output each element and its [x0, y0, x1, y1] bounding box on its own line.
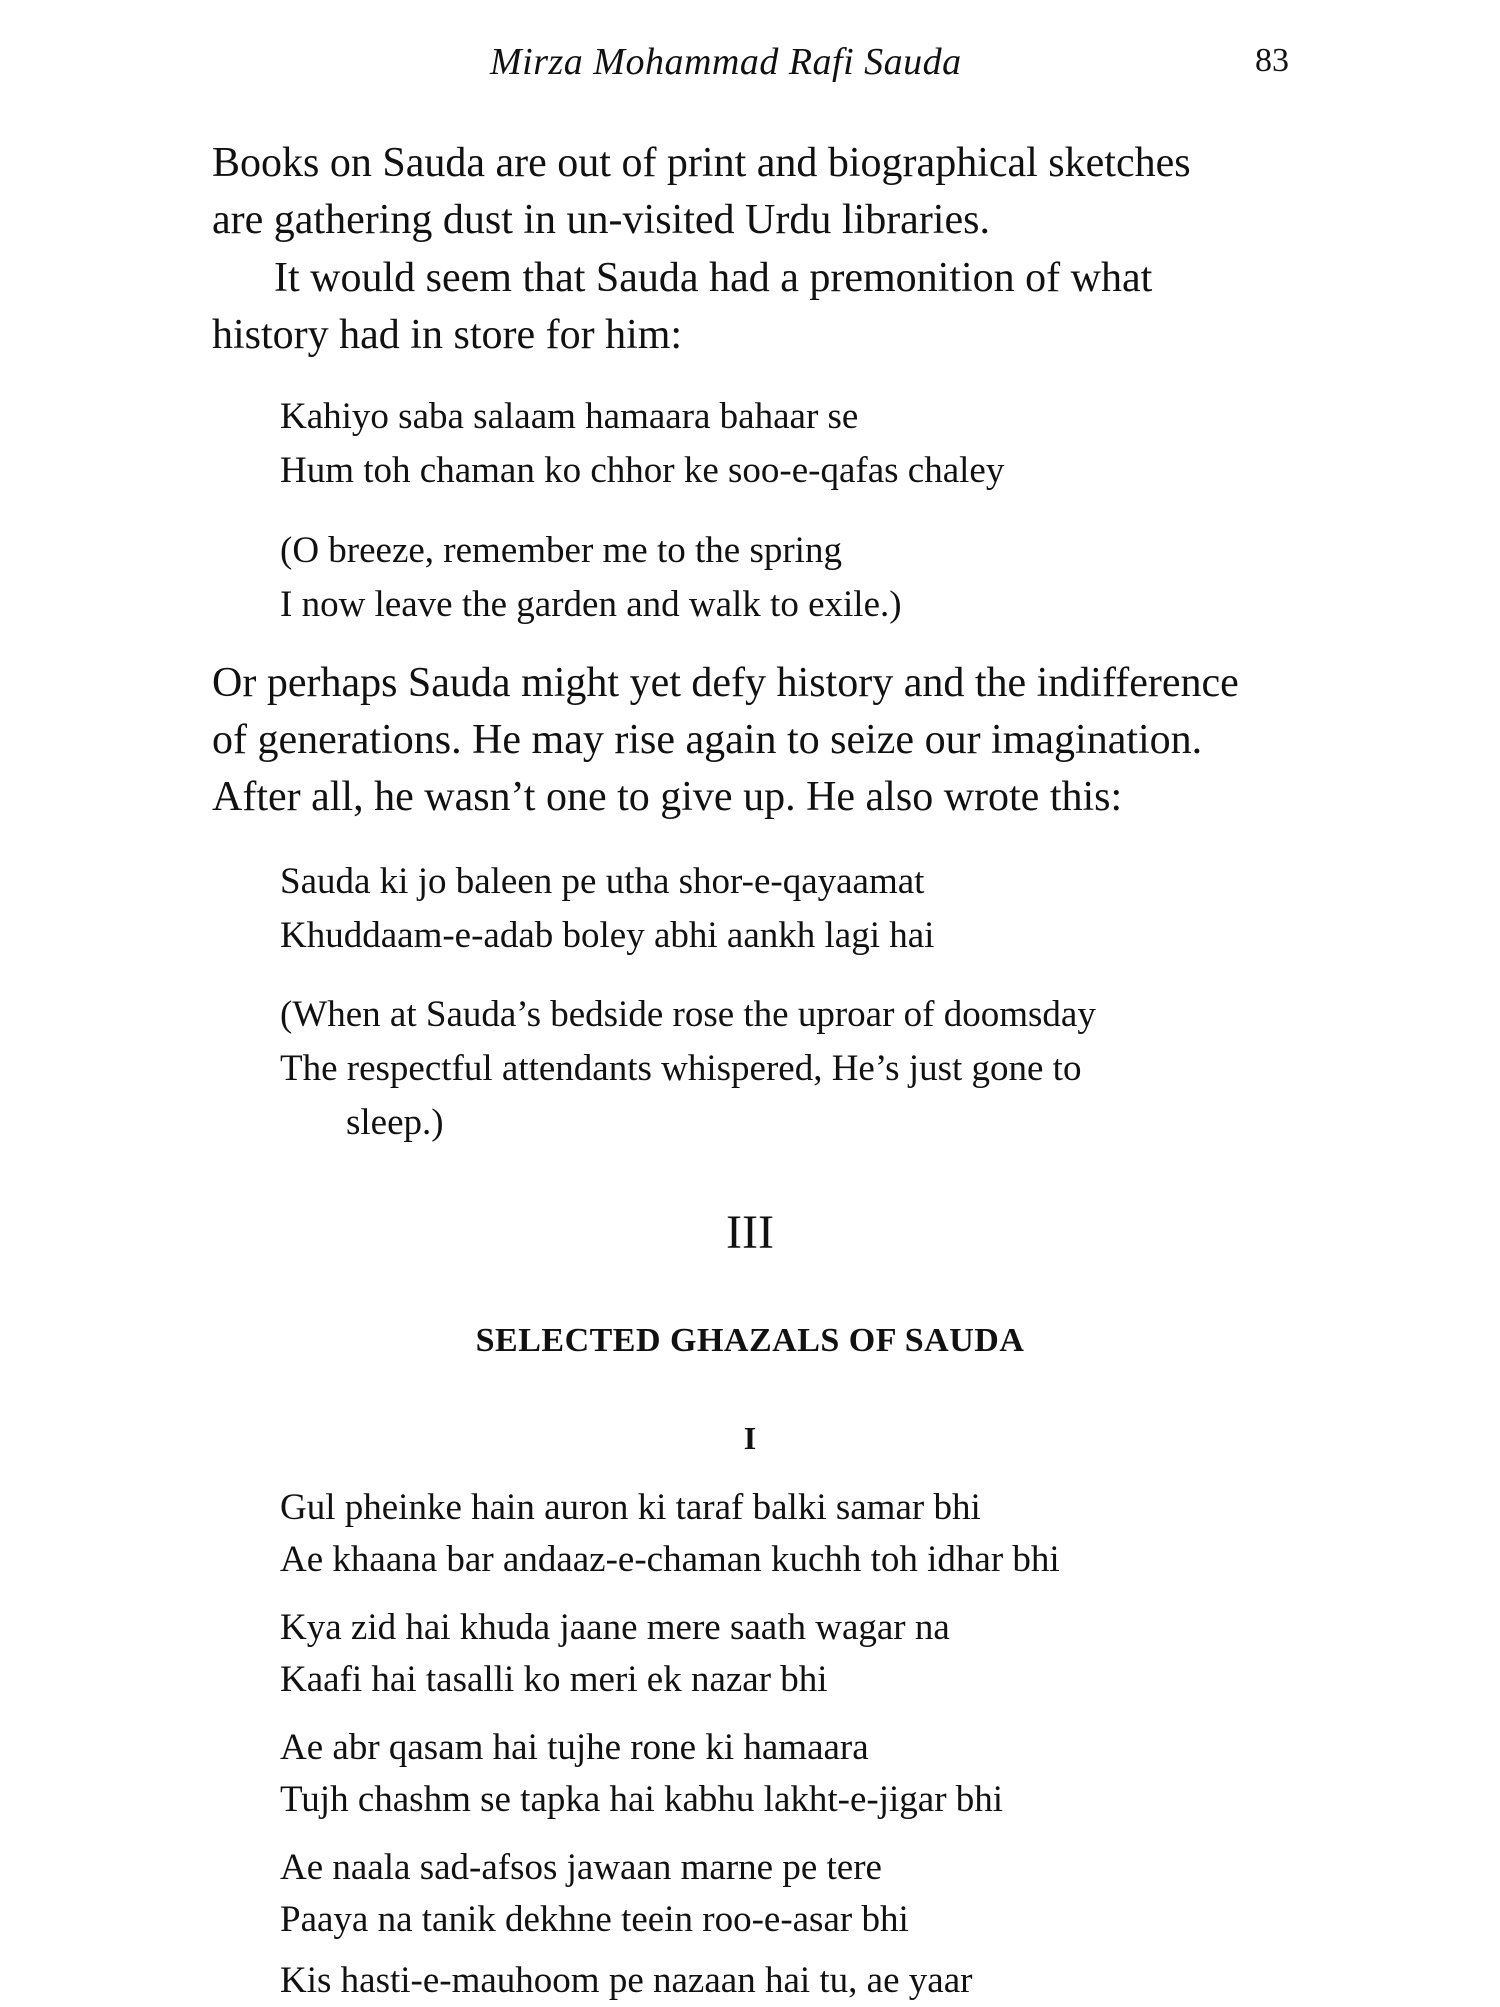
- verse-line: I now leave the garden and walk to exile.): [280, 584, 902, 625]
- paragraph-defy-history: [212, 655, 1304, 826]
- verse-line: Kaafi hai tasalli ko meri ek nazar bhi: [280, 1659, 828, 1700]
- running-title: Mirza Mohammad Rafi Sauda: [490, 41, 962, 83]
- verse-line: Kya zid hai khuda jaane mere saath wagar na: [280, 1607, 950, 1648]
- couplet-english-1: [280, 524, 1280, 632]
- verse-line: Hum toh chaman ko chhor ke soo-e-qafas chaley: [280, 450, 1005, 491]
- text-line: It would seem that Sauda had a premonition of what: [274, 255, 1153, 301]
- running-head: [0, 40, 1500, 90]
- text-line: of generations. He may rise again to seize our imagination.: [212, 717, 1203, 763]
- text-line: Or perhaps Sauda might yet defy history and the indifference: [212, 660, 1239, 706]
- couplet-urdu-2: [280, 855, 1280, 963]
- verse-line: sleep.): [346, 1102, 444, 1143]
- couplet-urdu-1: [280, 390, 1280, 498]
- verse-line: Tujh chashm se tapka hai kabhu lakht-e-jigar bhi: [280, 1779, 1004, 1820]
- ghazal-stanza: [280, 1955, 972, 2007]
- verse-line: Ae khaana bar andaaz-e-chaman kuchh toh idhar bhi: [280, 1539, 1060, 1580]
- ghazal-stanza: [280, 1482, 1060, 1586]
- verse-line: (O breeze, remember me to the spring: [280, 530, 842, 571]
- paragraph-premonition: [212, 250, 1304, 364]
- verse-line: Ae naala sad-afsos jawaan marne pe tere: [280, 1847, 882, 1888]
- verse-line: Sauda ki jo baleen pe utha shor-e-qayaamat: [280, 861, 925, 902]
- verse-line: Ae abr qasam hai tujhe rone ki hamaara: [280, 1727, 869, 1768]
- section-heading: SELECTED GHAZALS OF SAUDA: [475, 1322, 1025, 1359]
- section-numeral: III: [726, 1206, 774, 1259]
- text-line: Books on Sauda are out of print and biographical sketches: [212, 140, 1191, 186]
- ghazal-number: I: [743, 1420, 757, 1456]
- paragraph-out-of-print: [212, 135, 1304, 249]
- page-number: 83: [1255, 42, 1289, 79]
- ghazal-stanza: [280, 1842, 909, 1946]
- ghazal-stanza: [280, 1722, 1003, 1826]
- verse-line: Gul pheinke hain auron ki taraf balki samar bhi: [280, 1487, 981, 1528]
- verse-line: Khuddaam-e-adab boley abhi aankh lagi hai: [280, 915, 935, 956]
- couplet-english-2: [280, 988, 1280, 1150]
- text-line: history had in store for him:: [212, 312, 683, 358]
- verse-line: Kis hasti-e-mauhoom pe nazaan hai tu, ae yaar: [280, 1960, 973, 2001]
- verse-line: The respectful attendants whispered, He’s just gone to: [280, 1048, 1082, 1089]
- text-line: After all, he wasn’t one to give up. He also wrote this:: [212, 774, 1123, 820]
- verse-line: Kahiyo saba salaam hamaara bahaar se: [280, 396, 859, 437]
- verse-line: (When at Sauda’s bedside rose the uproar of doomsday: [280, 994, 1096, 1035]
- text-line: are gathering dust in un-visited Urdu libraries.: [212, 197, 990, 243]
- ghazal-stanza: [280, 1602, 950, 1706]
- verse-line: Paaya na tanik dekhne teein roo-e-asar bhi: [280, 1899, 909, 1940]
